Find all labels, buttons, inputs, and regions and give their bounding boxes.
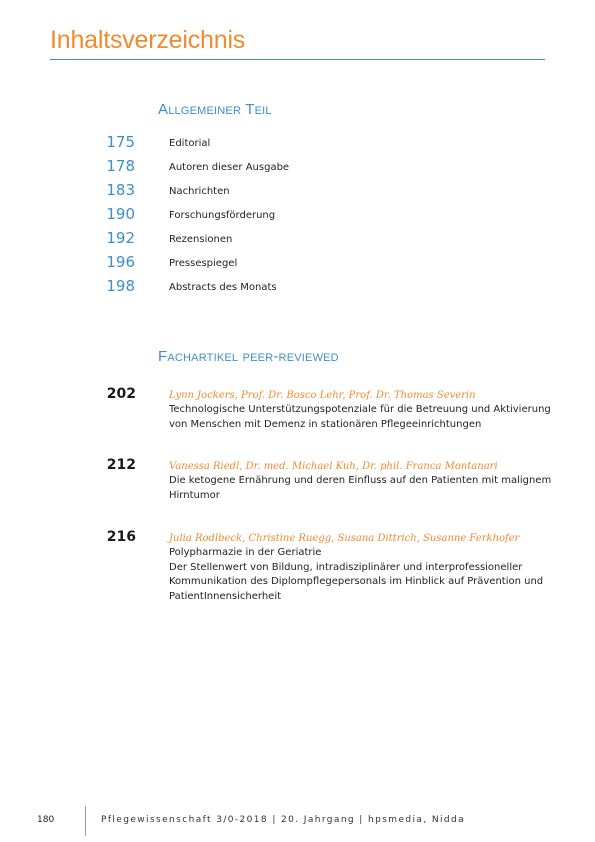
toc-entry-title: Pressespiegel <box>169 258 238 269</box>
article-page-number: 202 <box>106 386 136 402</box>
toc-page-number: 175 <box>106 133 135 151</box>
toc-page-number: 198 <box>106 277 135 295</box>
toc-page-number: 190 <box>106 205 135 223</box>
toc-entry[interactable] <box>0 133 595 153</box>
toc-page-number: 178 <box>106 157 135 175</box>
toc-entry[interactable] <box>0 181 595 201</box>
toc-page-number: 183 <box>106 181 135 199</box>
toc-entry-title: Autoren dieser Ausgabe <box>169 162 290 173</box>
article-title: Die ketogene Ernährung und deren Einfluss auf den Patienten mit malignem Hirntumor <box>169 475 552 501</box>
toc-entry[interactable] <box>0 253 595 273</box>
section-heading-peer-reviewed: Fachartikel peer-reviewed <box>158 348 339 365</box>
article-title: Polypharmazie in der Geriatrie Der Stellenwert von Bildung, intradisziplinärer und interprofessioneller Kommunikation des Diplompflegepersonals im Hinblick auf Prävention und PatientInnensicherheit <box>169 547 544 602</box>
article-authors: Vanessa Riedl, Dr. med. Michael Kuh, Dr. phil. Franca Montanari <box>169 461 498 472</box>
toc-entry-title: Editorial <box>169 138 211 149</box>
toc-entry-title: Rezensionen <box>169 234 233 245</box>
toc-entry-title: Nachrichten <box>169 186 230 197</box>
toc-entry-title: Abstracts des Monats <box>169 282 277 293</box>
footer-page-number: 180 <box>37 815 55 825</box>
section-heading-general: Allgemeiner Teil <box>158 101 272 118</box>
title-rule <box>50 59 545 60</box>
toc-entry[interactable] <box>0 205 595 225</box>
article-title: Technologische Unterstützungspotenziale für die Betreuung und Aktivierung von Menschen mit Demenz in stationären Pflegeeinrichtungen <box>169 404 551 430</box>
toc-entry[interactable] <box>0 229 595 249</box>
article-page-number: 216 <box>106 529 136 545</box>
footer-divider <box>85 806 86 836</box>
article-page-number: 212 <box>106 457 136 473</box>
toc-page-number: 192 <box>106 229 135 247</box>
toc-entry-title: Forschungsförderung <box>169 210 276 221</box>
toc-entry[interactable] <box>0 157 595 177</box>
article-authors: Julia Rodlbeck, Christine Ruegg, Susana Dittrich, Susanne Ferkhofer <box>169 533 520 544</box>
toc-entry[interactable] <box>0 277 595 297</box>
page-title: Inhaltsverzeichnis <box>50 26 246 54</box>
article-authors: Lynn Jockers, Prof. Dr. Bosco Lehr, Prof. Dr. Thomas Severin <box>169 390 476 401</box>
toc-page-number: 196 <box>106 253 135 271</box>
footer-publication-info: Pflegewissenschaft 3/0-2018 | 20. Jahrgang | hpsmedia, Nidda <box>101 815 466 825</box>
